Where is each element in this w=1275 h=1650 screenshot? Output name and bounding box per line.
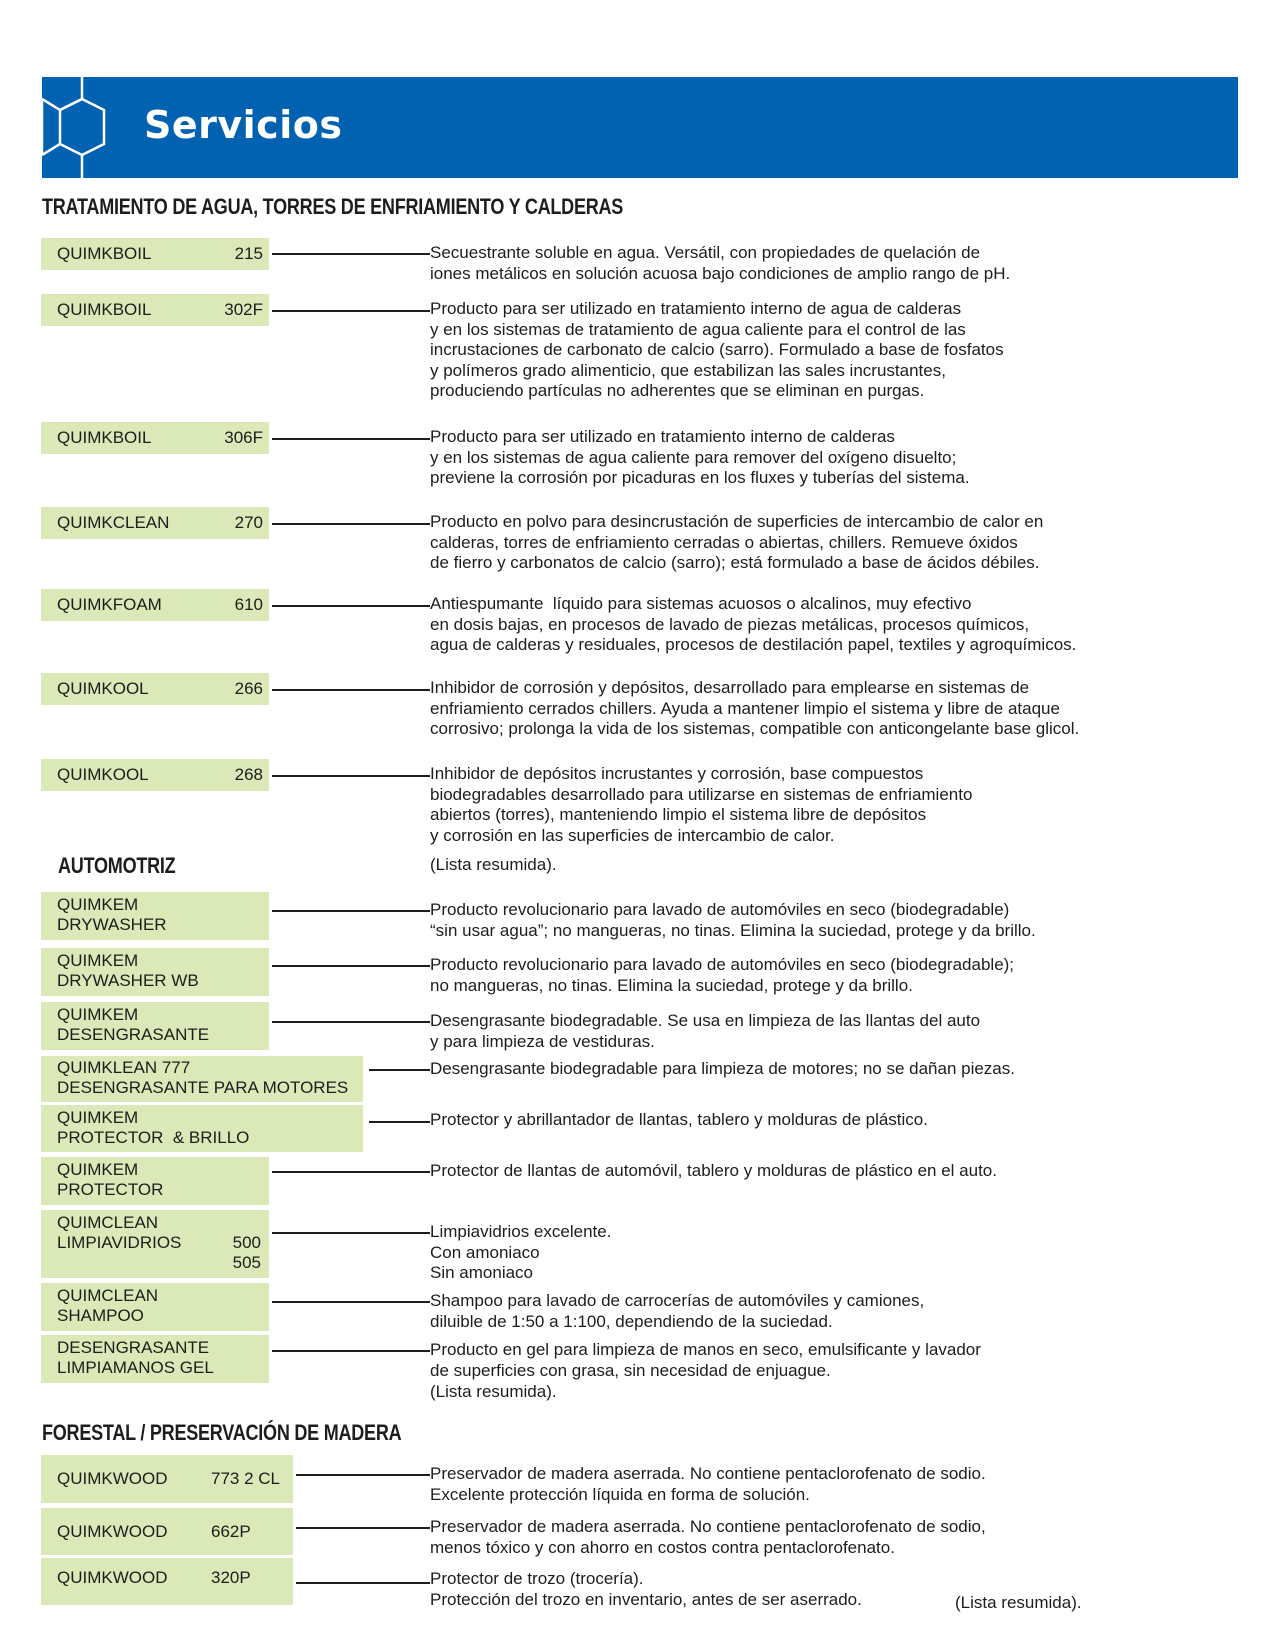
product-code: 270 xyxy=(234,513,263,532)
connector-line xyxy=(272,1021,430,1023)
product-label-box xyxy=(41,1283,269,1331)
product-description: Desengrasante biodegradable para limpieza de motores; no se dañan piezas. xyxy=(430,1059,1015,1078)
product-name: DESENGRASANTE LIMPIAMANOS GEL xyxy=(57,1338,214,1377)
connector-line xyxy=(272,605,430,607)
product-description: Producto revolucionario para lavado de automóviles en seco (biodegradable) “sin usar agua”; no mangueras, no tinas. Elimina la suciedad, protege y da brillo. xyxy=(430,900,1036,940)
product-description: Protector de trozo (trocería). Protección del trozo en inventario, antes de ser aserrado. xyxy=(430,1569,862,1609)
product-name: QUIMKOOL xyxy=(57,679,149,698)
page-title: Servicios xyxy=(144,103,343,147)
product-label-box xyxy=(41,507,269,539)
product-name: QUIMKBOIL xyxy=(57,428,152,447)
connector-line xyxy=(272,910,430,912)
connector-line xyxy=(272,1350,430,1352)
product-description: Shampoo para lavado de carrocerías de automóviles y camiones, diluible de 1:50 a 1:100, dependiendo de la suciedad. xyxy=(430,1291,925,1331)
product-description: Antiespumante líquido para sistemas acuosos o alcalinos, muy efectivo en dosis bajas, en procesos de lavado de piezas metálicas, procesos químicos, agua de calderas y residuales, procesos de destilación papel, textiles y agroquímicos. xyxy=(430,594,1077,654)
product-description: Producto en polvo para desincrustación de superficies de intercambio de calor en calderas, torres de enfriamiento cerradas o abiertas, chillers. Remueve óxidos de fierro y carbonatos de calcio (sarro); está formulado a base de ácidos débiles. xyxy=(430,512,1044,572)
product-description: Desengrasante biodegradable. Se usa en limpieza de las llantas del auto y para limpieza de vestiduras. xyxy=(430,1011,981,1051)
product-description: Inhibidor de depósitos incrustantes y corrosión, base compuestos biodegradables desarrollado para utilizarse en sistemas de enfriamiento abiertos (torres), manteniendo limpio el sistema libre de depósitos y corrosión en las superficies de intercambio de calor. xyxy=(430,764,973,845)
section-title-water-treatment: TRATAMIENTO DE AGUA, TORRES DE ENFRIAMIENTO Y CALDERAS xyxy=(42,194,624,219)
header-banner xyxy=(42,77,1238,178)
connector-line xyxy=(272,775,430,777)
product-description: Producto revolucionario para lavado de automóviles en seco (biodegradable); no mangueras, no tinas. Elimina la suciedad, protege y da brillo. xyxy=(430,955,1015,995)
product-code: 610 xyxy=(234,595,263,614)
product-label-box xyxy=(41,1157,269,1205)
connector-line xyxy=(272,965,430,967)
product-description: Producto para ser utilizado en tratamiento interno de agua de calderas y en los sistemas de tratamiento de agua caliente para el control de las incrustaciones de carbonato de calcio (sarro). Formulado a base de fosfatos y polímeros grado alimenticio, que estabilizan las sales incrustantes, produciendo partículas no adherentes que se eliminan en purgas. xyxy=(430,299,1004,400)
connector-line xyxy=(369,1069,430,1071)
product-code: 662P xyxy=(211,1522,251,1541)
product-name: QUIMKWOOD xyxy=(57,1522,168,1541)
connector-line xyxy=(296,1474,430,1476)
summary-note: (Lista resumida). xyxy=(430,855,557,874)
product-name: QUIMCLEAN LIMPIAVIDRIOS xyxy=(57,1213,182,1252)
product-description: Protector y abrillantador de llantas, tablero y molduras de plástico. xyxy=(430,1110,928,1129)
connector-line xyxy=(272,1301,430,1303)
product-code: 773 2 CL xyxy=(211,1469,280,1488)
connector-line xyxy=(272,1171,430,1173)
connector-line xyxy=(272,438,430,440)
product-description: Protector de llantas de automóvil, tablero y molduras de plástico en el auto. xyxy=(430,1161,997,1180)
product-name: QUIMKEM PROTECTOR & BRILLO xyxy=(57,1108,250,1147)
product-label-box xyxy=(41,422,269,454)
product-label-box xyxy=(41,1105,363,1152)
hexagon-pattern-icon xyxy=(42,77,122,178)
product-description: Preservador de madera aserrada. No contiene pentaclorofenato de sodio, menos tóxico y con ahorro en costos contra pentaclorofenato. xyxy=(430,1517,986,1557)
product-code: 266 xyxy=(234,679,263,698)
product-code: 306F xyxy=(224,428,263,447)
connector-line xyxy=(272,310,430,312)
product-label-box xyxy=(41,238,269,270)
product-name: QUIMKWOOD xyxy=(57,1568,168,1587)
product-name: QUIMKLEAN 777 DESENGRASANTE PARA MOTORES xyxy=(57,1058,349,1097)
product-description: Inhibidor de corrosión y depósitos, desarrollado para emplearse en sistemas de enfriamiento cerrados chillers. Ayuda a mantener limpio el sistema y libre de ataque corrosivo; prolonga la vida de los sistemas, compatible con anticongelante base glicol. xyxy=(430,678,1080,738)
product-code: 302F xyxy=(224,300,263,319)
product-label-box xyxy=(41,589,269,621)
connector-line xyxy=(272,1232,430,1234)
connector-line xyxy=(369,1121,430,1123)
product-label-box xyxy=(41,759,269,791)
product-label-box xyxy=(41,948,269,996)
product-code: 320P xyxy=(211,1568,251,1587)
product-label-box xyxy=(41,1210,269,1278)
product-name: QUIMKCLEAN xyxy=(57,513,170,532)
product-code: 215 xyxy=(234,244,263,263)
product-description: Limpiavidrios excelente. Con amoniaco Sin amoniaco xyxy=(430,1222,612,1282)
product-label-box xyxy=(41,294,269,326)
product-label-box xyxy=(41,673,269,705)
product-description: Preservador de madera aserrada. No contiene pentaclorofenato de sodio. Excelente protección líquida en forma de solución. xyxy=(430,1464,986,1504)
section-title-forestry: FORESTAL / PRESERVACIÓN DE MADERA xyxy=(42,1420,402,1445)
product-label-box xyxy=(41,1056,363,1102)
product-description: Secuestrante soluble en agua. Versátil, con propiedades de quelación de iones metálicos en solución acuosa bajo condiciones de amplio rango de pH. xyxy=(430,243,1011,283)
product-description: Producto para ser utilizado en tratamiento interno de calderas y en los sistemas de agua caliente para remover del oxígeno disuelto; previene la corrosión por picaduras en los fluxes y tuberías del sistema. xyxy=(430,427,970,487)
product-label-box xyxy=(41,1335,269,1383)
product-label-box xyxy=(41,1558,293,1605)
product-name: QUIMKBOIL xyxy=(57,300,152,319)
product-name: QUIMKBOIL xyxy=(57,244,152,263)
product-label-box xyxy=(41,1455,293,1503)
product-name: QUIMKEM DESENGRASANTE xyxy=(57,1005,210,1044)
product-name: QUIMKOOL xyxy=(57,765,149,784)
product-name: QUIMKWOOD xyxy=(57,1469,168,1488)
summary-note: (Lista resumida). xyxy=(955,1593,1082,1612)
product-name: QUIMKFOAM xyxy=(57,595,162,614)
connector-line xyxy=(272,523,430,525)
product-name: QUIMKEM DRYWASHER WB xyxy=(57,951,199,990)
connector-line xyxy=(272,689,430,691)
product-label-box xyxy=(41,1508,293,1555)
section-title-automotive: AUTOMOTRIZ xyxy=(58,853,176,878)
product-label-box xyxy=(41,892,269,940)
product-description: Producto en gel para limpieza de manos en seco, emulsificante y lavador de superficies con grasa, sin necesidad de enjuague. xyxy=(430,1340,981,1380)
product-code: 500 505 xyxy=(232,1233,261,1272)
product-name: QUIMKEM DRYWASHER xyxy=(57,895,167,934)
connector-line xyxy=(272,253,430,255)
product-name: QUIMKEM PROTECTOR xyxy=(57,1160,164,1199)
connector-line xyxy=(296,1527,430,1529)
product-code: 268 xyxy=(234,765,263,784)
summary-note: (Lista resumida). xyxy=(430,1382,557,1401)
connector-line xyxy=(296,1582,430,1584)
product-label-box xyxy=(41,1002,269,1050)
product-name: QUIMCLEAN SHAMPOO xyxy=(57,1286,159,1325)
